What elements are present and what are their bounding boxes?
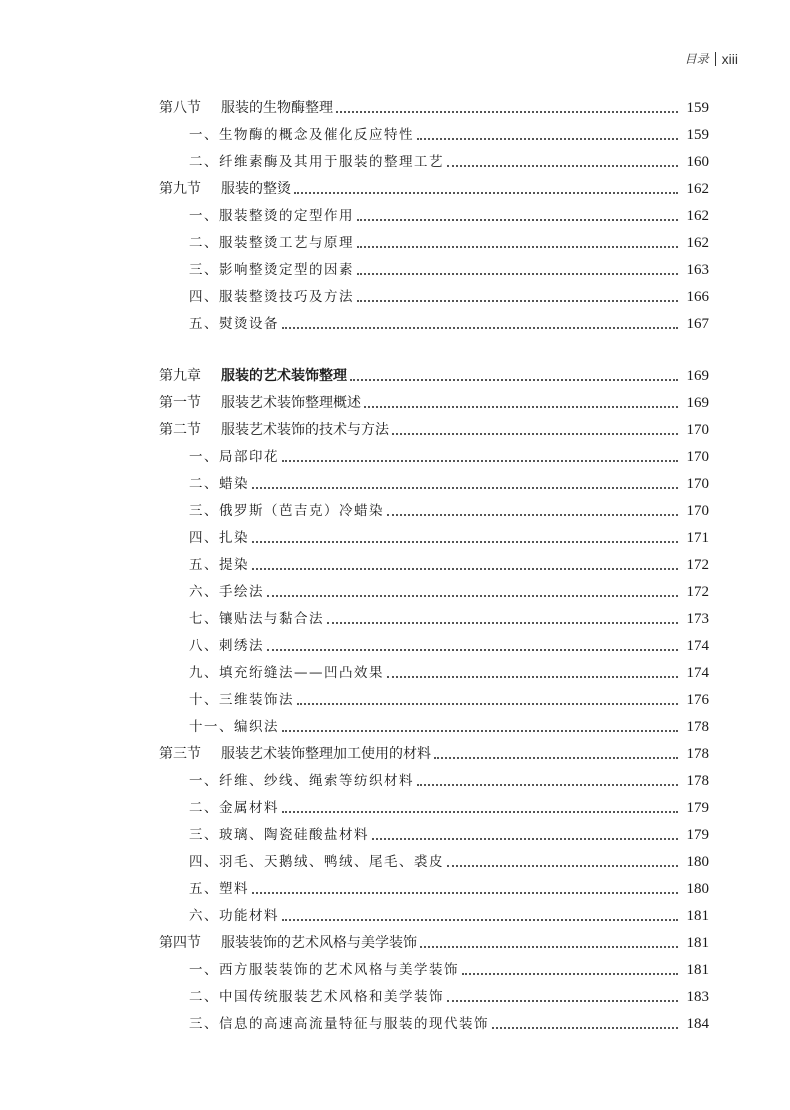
toc-section-entry[interactable] bbox=[159, 95, 709, 122]
toc-entry-label bbox=[189, 957, 459, 984]
toc-entry-title: 二、服装整烫工艺与原理 bbox=[189, 235, 354, 251]
toc-entry-number: 第四节 bbox=[159, 935, 201, 951]
dot-leader bbox=[372, 837, 678, 840]
toc-entry-label bbox=[189, 984, 444, 1011]
toc-entry-title: 十、三维装饰法 bbox=[189, 692, 294, 708]
toc-sub-entry[interactable] bbox=[159, 903, 709, 930]
toc-entry-label bbox=[189, 768, 414, 795]
toc-entry-page-number: 181 bbox=[686, 935, 709, 951]
toc-entry-label bbox=[189, 311, 279, 338]
toc-entry-label bbox=[189, 822, 369, 849]
dot-leader bbox=[417, 137, 678, 140]
toc-entry-page-number: 178 bbox=[686, 746, 709, 762]
toc-entry-page-number: 173 bbox=[686, 611, 709, 627]
toc-entry-title: 二、中国传统服装艺术风格和美学装饰 bbox=[189, 989, 444, 1005]
toc-entry-title: 四、扎染 bbox=[189, 530, 249, 546]
toc-sub-entry[interactable] bbox=[159, 606, 709, 633]
toc-entry-label bbox=[189, 284, 354, 311]
toc-entry-page-number: 170 bbox=[686, 476, 709, 492]
toc-entry-page-number: 174 bbox=[686, 638, 709, 654]
toc-entry-label bbox=[159, 95, 333, 122]
toc-sub-entry[interactable] bbox=[159, 444, 709, 471]
dot-leader bbox=[364, 405, 678, 408]
dot-leader bbox=[267, 648, 678, 651]
toc-entry-page-number: 178 bbox=[686, 719, 709, 735]
toc-entry-page-number: 159 bbox=[686, 100, 709, 116]
toc-entry-label bbox=[189, 606, 324, 633]
header-section-title: 目录 bbox=[684, 52, 709, 66]
dot-leader bbox=[357, 218, 678, 221]
toc-entry-label bbox=[159, 363, 347, 390]
toc-entry-title: 一、生物酶的概念及催化反应特性 bbox=[189, 127, 414, 143]
toc-entry-title: 五、提染 bbox=[189, 557, 249, 573]
toc-sub-entry[interactable] bbox=[159, 284, 709, 311]
toc-entry-page-number: 179 bbox=[686, 827, 709, 843]
toc-sub-entry[interactable] bbox=[159, 714, 709, 741]
dot-leader bbox=[357, 299, 678, 302]
dot-leader bbox=[282, 459, 678, 462]
toc-sub-entry[interactable] bbox=[159, 471, 709, 498]
toc-entry-title: 二、金属材料 bbox=[189, 800, 279, 816]
toc-entry-page-number: 163 bbox=[686, 262, 709, 278]
dot-leader bbox=[252, 486, 678, 489]
toc-entry-title: 十一、编织法 bbox=[189, 719, 279, 735]
toc-entry-label bbox=[189, 525, 249, 552]
toc-sub-entry[interactable] bbox=[159, 552, 709, 579]
dot-leader bbox=[434, 756, 678, 759]
toc-entry-label bbox=[159, 741, 431, 768]
toc-entry-label bbox=[189, 795, 279, 822]
toc-entry-title: 五、塑料 bbox=[189, 881, 249, 897]
toc-sub-entry[interactable] bbox=[159, 876, 709, 903]
toc-entry-label bbox=[189, 444, 279, 471]
toc-entry-page-number: 180 bbox=[686, 881, 709, 897]
dot-leader bbox=[357, 272, 678, 275]
running-header bbox=[685, 50, 738, 67]
toc-entry-title: 三、俄罗斯（芭吉克）冷蜡染 bbox=[189, 503, 384, 519]
dot-leader bbox=[252, 540, 678, 543]
toc-entry-title: 服装艺术装饰整理加工使用的材料 bbox=[221, 746, 431, 762]
toc-entry-label bbox=[189, 903, 279, 930]
toc-entry-page-number: 162 bbox=[686, 208, 709, 224]
toc-entry-page-number: 169 bbox=[686, 395, 709, 411]
toc-entry-title: 九、填充绗缝法——凹凸效果 bbox=[189, 665, 384, 681]
toc-entry-number: 第一节 bbox=[159, 395, 201, 411]
toc-entry-page-number: 162 bbox=[686, 235, 709, 251]
dot-leader bbox=[420, 945, 678, 948]
toc-section-entry[interactable] bbox=[159, 741, 709, 768]
toc-sub-entry[interactable] bbox=[159, 203, 709, 230]
toc-entry-number: 第二节 bbox=[159, 422, 201, 438]
toc-entry-title: 八、刺绣法 bbox=[189, 638, 264, 654]
toc-entry-number: 第八节 bbox=[159, 100, 201, 116]
toc-entry-title: 服装的生物酶整理 bbox=[221, 100, 333, 116]
toc-entry-title: 一、服装整烫的定型作用 bbox=[189, 208, 354, 224]
toc-entry-label bbox=[189, 876, 249, 903]
toc-sub-entry[interactable] bbox=[159, 822, 709, 849]
toc-sub-entry[interactable] bbox=[159, 687, 709, 714]
toc-entry-label bbox=[189, 633, 264, 660]
toc-entry-page-number: 166 bbox=[686, 289, 709, 305]
toc-entry-page-number: 172 bbox=[686, 584, 709, 600]
toc-entry-page-number: 181 bbox=[686, 962, 709, 978]
toc-entry-page-number: 160 bbox=[686, 154, 709, 170]
toc-entry-label bbox=[189, 149, 444, 176]
header-divider bbox=[715, 52, 716, 66]
toc-entry-number: 第九章 bbox=[159, 368, 201, 384]
dot-leader bbox=[447, 999, 678, 1002]
toc-entry-title: 二、蜡染 bbox=[189, 476, 249, 492]
dot-leader bbox=[357, 245, 678, 248]
toc-sub-entry[interactable] bbox=[159, 1011, 709, 1038]
toc-entry-page-number: 181 bbox=[686, 908, 709, 924]
toc-entry-label bbox=[189, 660, 384, 687]
dot-leader bbox=[447, 164, 678, 167]
toc-entry-page-number: 162 bbox=[686, 181, 709, 197]
dot-leader bbox=[392, 432, 678, 435]
dot-leader bbox=[297, 702, 678, 705]
dot-leader bbox=[462, 972, 678, 975]
toc-entry-label bbox=[159, 417, 389, 444]
toc-entry-title: 三、玻璃、陶瓷硅酸盐材料 bbox=[189, 827, 369, 843]
toc-entry-page-number: 176 bbox=[686, 692, 709, 708]
toc-entry-page-number: 171 bbox=[686, 530, 709, 546]
toc-entry-title: 四、服装整烫技巧及方法 bbox=[189, 289, 354, 305]
toc-entry-page-number: 170 bbox=[686, 503, 709, 519]
toc-sub-entry[interactable] bbox=[159, 525, 709, 552]
toc-entry-page-number: 170 bbox=[686, 449, 709, 465]
toc-entry-page-number: 183 bbox=[686, 989, 709, 1005]
toc-entry-page-number: 174 bbox=[686, 665, 709, 681]
toc-sub-entry[interactable] bbox=[159, 257, 709, 284]
toc-section-entry[interactable] bbox=[159, 176, 709, 203]
toc-entry-label bbox=[189, 257, 354, 284]
toc-entry-label bbox=[189, 579, 264, 606]
toc-sub-entry[interactable] bbox=[159, 149, 709, 176]
toc-entry-label bbox=[189, 203, 354, 230]
toc-entry-label bbox=[189, 1011, 489, 1038]
toc-sub-entry[interactable] bbox=[159, 660, 709, 687]
toc-sub-entry[interactable] bbox=[159, 957, 709, 984]
toc-section-entry[interactable] bbox=[159, 390, 709, 417]
toc-sub-entry[interactable] bbox=[159, 498, 709, 525]
toc-entry-title: 三、信息的高速高流量特征与服装的现代装饰 bbox=[189, 1016, 489, 1032]
toc-entry-label bbox=[189, 849, 444, 876]
dot-leader bbox=[267, 594, 678, 597]
toc-entry-label bbox=[159, 390, 361, 417]
toc-entry-title: 服装的整烫 bbox=[221, 181, 291, 197]
toc-sub-entry[interactable] bbox=[159, 579, 709, 606]
dot-leader bbox=[492, 1026, 678, 1029]
toc-entry-title: 三、影响整烫定型的因素 bbox=[189, 262, 354, 278]
toc-entry-label bbox=[189, 230, 354, 257]
toc-entry-title: 四、羽毛、天鹅绒、鸭绒、尾毛、裘皮 bbox=[189, 854, 444, 870]
toc-entry-title: 五、熨烫设备 bbox=[189, 316, 279, 332]
toc-entry-number: 第九节 bbox=[159, 181, 201, 197]
dot-leader bbox=[387, 513, 678, 516]
toc-entry-label bbox=[159, 176, 291, 203]
dot-leader bbox=[252, 891, 678, 894]
dot-leader bbox=[282, 918, 678, 921]
table-of-contents bbox=[159, 95, 709, 1038]
dot-leader bbox=[336, 110, 678, 113]
header-page-number: xiii bbox=[721, 50, 738, 67]
toc-entry-page-number: 179 bbox=[686, 800, 709, 816]
dot-leader bbox=[350, 378, 678, 381]
toc-entry-label bbox=[159, 930, 417, 957]
dot-leader bbox=[294, 191, 678, 194]
toc-entry-page-number: 167 bbox=[686, 316, 709, 332]
toc-entry-title: 一、纤维、纱线、绳索等纺织材料 bbox=[189, 773, 414, 789]
toc-entry-title: 六、功能材料 bbox=[189, 908, 279, 924]
toc-sub-entry[interactable] bbox=[159, 633, 709, 660]
toc-sub-entry[interactable] bbox=[159, 230, 709, 257]
dot-leader bbox=[447, 864, 678, 867]
toc-sub-entry[interactable] bbox=[159, 768, 709, 795]
toc-entry-label bbox=[189, 498, 384, 525]
toc-entry-page-number: 180 bbox=[686, 854, 709, 870]
toc-sub-entry[interactable] bbox=[159, 311, 709, 338]
toc-entry-page-number: 178 bbox=[686, 773, 709, 789]
dot-leader bbox=[387, 675, 678, 678]
toc-entry-number: 第三节 bbox=[159, 746, 201, 762]
toc-entry-page-number: 159 bbox=[686, 127, 709, 143]
toc-sub-entry[interactable] bbox=[159, 849, 709, 876]
toc-entry-title: 服装的艺术装饰整理 bbox=[221, 368, 347, 384]
dot-leader bbox=[282, 729, 678, 732]
toc-section-entry[interactable] bbox=[159, 930, 709, 957]
dot-leader bbox=[282, 326, 678, 329]
toc-entry-page-number: 184 bbox=[686, 1016, 709, 1032]
toc-entry-label bbox=[189, 714, 279, 741]
toc-entry-title: 一、局部印花 bbox=[189, 449, 279, 465]
toc-chapter-entry[interactable] bbox=[159, 363, 709, 390]
dot-leader bbox=[282, 810, 678, 813]
toc-section-entry[interactable] bbox=[159, 417, 709, 444]
toc-entry-title: 服装装饰的艺术风格与美学装饰 bbox=[221, 935, 417, 951]
dot-leader bbox=[252, 567, 678, 570]
toc-entry-title: 服装艺术装饰整理概述 bbox=[221, 395, 361, 411]
toc-entry-title: 七、镶贴法与黏合法 bbox=[189, 611, 324, 627]
toc-entry-page-number: 169 bbox=[686, 368, 709, 384]
toc-entry-title: 二、纤维素酶及其用于服装的整理工艺 bbox=[189, 154, 444, 170]
toc-entry-label bbox=[189, 552, 249, 579]
dot-leader bbox=[417, 783, 678, 786]
toc-entry-title: 六、手绘法 bbox=[189, 584, 264, 600]
toc-sub-entry[interactable] bbox=[159, 984, 709, 1011]
toc-entry-title: 服装艺术装饰的技术与方法 bbox=[221, 422, 389, 438]
toc-entry-label bbox=[189, 687, 294, 714]
dot-leader bbox=[327, 621, 678, 624]
toc-sub-entry[interactable] bbox=[159, 795, 709, 822]
toc-entry-label bbox=[189, 122, 414, 149]
toc-entry-label bbox=[189, 471, 249, 498]
toc-entry-page-number: 170 bbox=[686, 422, 709, 438]
toc-entry-page-number: 172 bbox=[686, 557, 709, 573]
toc-entry-title: 一、西方服装装饰的艺术风格与美学装饰 bbox=[189, 962, 459, 978]
toc-sub-entry[interactable] bbox=[159, 122, 709, 149]
